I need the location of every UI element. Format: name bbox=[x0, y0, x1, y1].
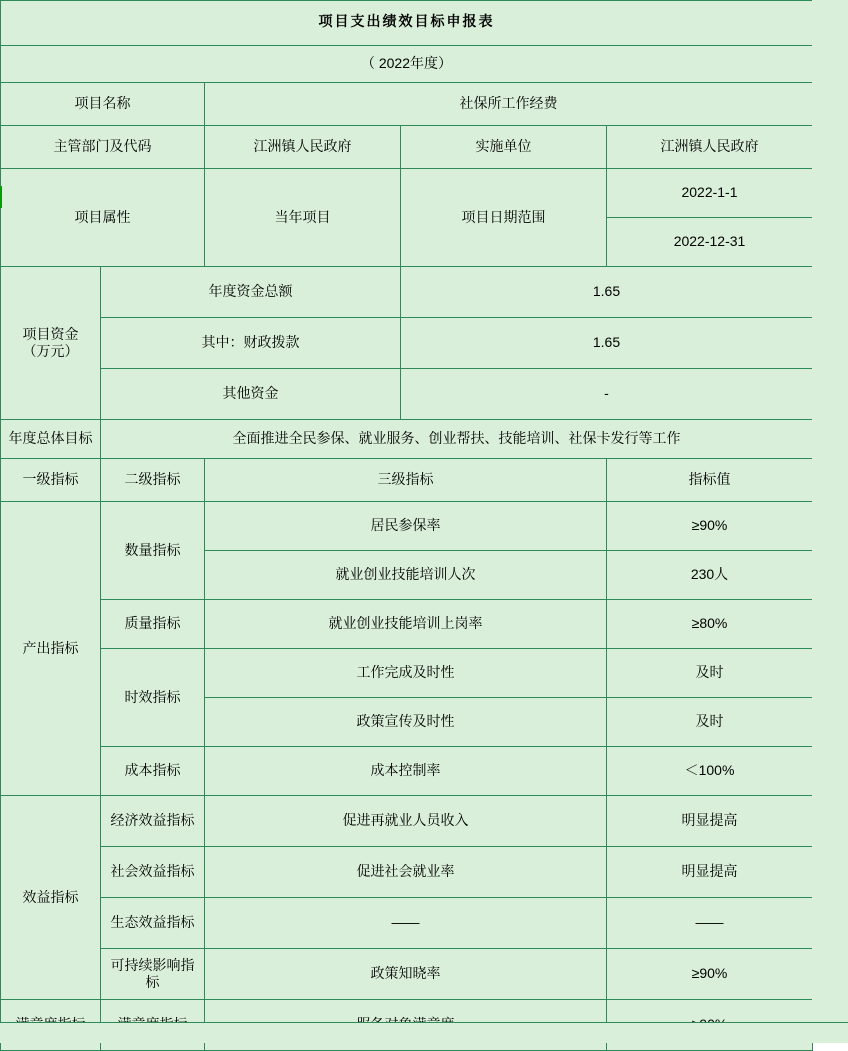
indicator-value: 及时 bbox=[607, 698, 813, 747]
title-row bbox=[1, 1, 813, 46]
indicator-value: ≥90% bbox=[607, 502, 813, 551]
table-row bbox=[1, 847, 813, 898]
header-level2: 二级指标 bbox=[101, 459, 205, 502]
indicator-value: 及时 bbox=[607, 649, 813, 698]
indicator-value: ≥80% bbox=[607, 600, 813, 649]
indicator-value: 明显提高 bbox=[607, 796, 813, 847]
funds-label bbox=[1, 267, 101, 420]
attribute-value: 当年项目 bbox=[205, 169, 401, 267]
fund-total-label: 年度资金总额 bbox=[101, 267, 401, 318]
level3-indicator: 政策宣传及时性 bbox=[205, 698, 607, 747]
table-row-indicator-header bbox=[1, 459, 813, 502]
sheet-right-filler bbox=[812, 0, 848, 1022]
subtitle-row bbox=[1, 46, 813, 83]
funds-label-line2: （万元） bbox=[22, 343, 79, 359]
page-subtitle: （ 2022年度） bbox=[1, 46, 813, 83]
level2-timeliness: 时效指标 bbox=[101, 649, 205, 747]
level3-indicator: 促进再就业人员收入 bbox=[205, 796, 607, 847]
level3-indicator: 居民参保率 bbox=[205, 502, 607, 551]
level2-ecological: 生态效益指标 bbox=[101, 898, 205, 949]
table-row bbox=[1, 949, 813, 1000]
level3-indicator: 就业创业技能培训上岗率 bbox=[205, 600, 607, 649]
level2-quantity: 数量指标 bbox=[101, 502, 205, 600]
level3-indicator: 政策知晓率 bbox=[205, 949, 607, 1000]
level3-indicator: —— bbox=[205, 898, 607, 949]
table-row-department bbox=[1, 126, 813, 169]
attribute-label: 项目属性 bbox=[1, 169, 205, 267]
unit-label: 实施单位 bbox=[401, 126, 607, 169]
level3-indicator: 工作完成及时性 bbox=[205, 649, 607, 698]
table-row bbox=[1, 502, 813, 551]
fund-fiscal-value: 1.65 bbox=[401, 318, 813, 369]
table-row bbox=[1, 747, 813, 796]
page-title: 项目支出绩效目标申报表 bbox=[1, 1, 813, 46]
level3-indicator: 促进社会就业率 bbox=[205, 847, 607, 898]
level2-cost: 成本指标 bbox=[101, 747, 205, 796]
table-row-fund-fiscal bbox=[1, 318, 813, 369]
fund-other-value: - bbox=[401, 369, 813, 420]
project-name-value: 社保所工作经费 bbox=[205, 83, 813, 126]
level2-economic: 经济效益指标 bbox=[101, 796, 205, 847]
overall-goal-value: 全面推进全民参保、就业服务、创业帮扶、技能培训、社保卡发行等工作 bbox=[101, 420, 813, 459]
table-row bbox=[1, 898, 813, 949]
level3-indicator: 就业创业技能培训人次 bbox=[205, 551, 607, 600]
indicator-value: ＜100% bbox=[607, 747, 813, 796]
table-row bbox=[1, 600, 813, 649]
funds-label-line1: 项目资金 bbox=[22, 325, 79, 342]
table-row bbox=[1, 796, 813, 847]
project-name-label: 项目名称 bbox=[1, 83, 205, 126]
indicator-value: ≥90% bbox=[607, 949, 813, 1000]
table-row-overall-goal bbox=[1, 420, 813, 459]
cell-selection-marker bbox=[0, 186, 2, 208]
fund-fiscal-label: 其中：财政拨款 bbox=[101, 318, 401, 369]
header-value: 指标值 bbox=[607, 459, 813, 502]
indicator-value: 230人 bbox=[607, 551, 813, 600]
sheet-bottom-filler bbox=[0, 1022, 848, 1043]
overall-goal-label: 年度总体目标 bbox=[1, 420, 101, 459]
level1-benefit: 效益指标 bbox=[1, 796, 101, 1000]
level2-social: 社会效益指标 bbox=[101, 847, 205, 898]
date-range-label: 项目日期范围 bbox=[401, 169, 607, 267]
date-start-value: 2022-1-1 bbox=[607, 169, 813, 218]
dept-label: 主管部门及代码 bbox=[1, 126, 205, 169]
indicator-value: —— bbox=[607, 898, 813, 949]
level1-output: 产出指标 bbox=[1, 502, 101, 796]
level2-sustainable: 可持续影响指标 bbox=[101, 949, 205, 1000]
fund-total-value: 1.65 bbox=[401, 267, 813, 318]
table-row-attribute-1 bbox=[1, 169, 813, 218]
table-row-project-name bbox=[1, 83, 813, 126]
fund-other-label: 其他资金 bbox=[101, 369, 401, 420]
table-row-fund-total bbox=[1, 267, 813, 318]
level2-quality: 质量指标 bbox=[101, 600, 205, 649]
header-level1: 一级指标 bbox=[1, 459, 101, 502]
table-row bbox=[1, 649, 813, 698]
level3-indicator: 成本控制率 bbox=[205, 747, 607, 796]
table-row-fund-other bbox=[1, 369, 813, 420]
dept-value: 江洲镇人民政府 bbox=[205, 126, 401, 169]
indicator-value: 明显提高 bbox=[607, 847, 813, 898]
date-end-value: 2022-12-31 bbox=[607, 218, 813, 267]
unit-value: 江洲镇人民政府 bbox=[607, 126, 813, 169]
header-level3: 三级指标 bbox=[205, 459, 607, 502]
